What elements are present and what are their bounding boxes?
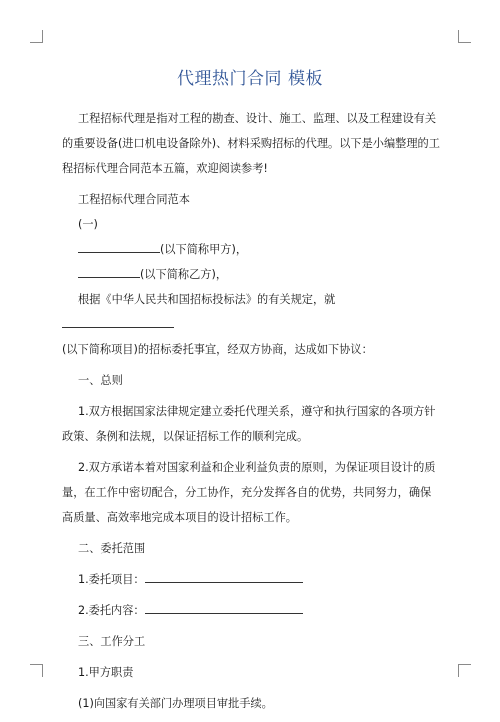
party-a-blank — [78, 240, 160, 253]
basis-text: 根据《中华人民共和国招标投标法》的有关规定，就 — [78, 293, 336, 306]
party-b-text: (以下简称乙方)， — [140, 268, 228, 281]
contract-subtitle: 工程招标代理合同范本 — [78, 193, 190, 206]
part-label: (一) — [78, 218, 98, 231]
crop-mark-top-left — [30, 30, 43, 43]
document-body — [62, 106, 442, 722]
item1-line — [62, 567, 442, 592]
document-title: 代理热门合同 模板 — [177, 69, 323, 89]
party-b-blank — [78, 265, 140, 278]
item2-line — [62, 598, 442, 623]
section1-paragraph1: 1.双方根据国家法律规定建立委托代理关系，遵守和执行国家的各项方针政策、条例和法规，以保证招标工作的顺利完成。 — [62, 405, 436, 443]
sub1-item1: (1)向国家有关部门办理项目审批手续。 — [78, 697, 273, 710]
section3-title: 三、工作分工 — [78, 635, 146, 648]
party-a-line — [62, 237, 442, 262]
sub1-title: 1.甲方职责 — [78, 666, 134, 679]
section1-paragraph2: 2.双方承诺本着对国家利益和企业利益负责的原则，为保证项目设计的质量，在工作中密切配合，分工协作，充分发挥各自的优势，共同努力，确保高质量、高效率地完成本项目的设计招标工作。 — [62, 461, 436, 524]
party-b-line — [62, 262, 442, 287]
crop-mark-bottom-right — [458, 664, 471, 677]
item2-blank — [145, 601, 303, 614]
item2-label: 2.委托内容： — [78, 604, 145, 617]
party-a-text: (以下简称甲方)， — [160, 243, 248, 256]
section1-title: 一、总则 — [78, 374, 123, 387]
project-name-blank — [62, 315, 174, 328]
basis-line — [62, 287, 442, 337]
intro-paragraph: 工程招标代理是指对工程的勘查、设计、施工、监理、以及工程建设有关的重要设备(进口机电设备除外)、材料采购招标的代理。以下是小编整理的工程招标代理合同范本五篇，欢迎阅读参考! — [62, 112, 440, 175]
basis-continuation: (以下简称项目)的招标委托事宜，经双方协商，达成如下协议： — [62, 343, 373, 356]
crop-mark-bottom-left — [30, 664, 43, 677]
item1-label: 1.委托项目： — [78, 573, 145, 586]
section2-title: 二、委托范围 — [78, 542, 146, 555]
item1-blank — [145, 570, 303, 583]
crop-mark-top-right — [458, 30, 471, 43]
